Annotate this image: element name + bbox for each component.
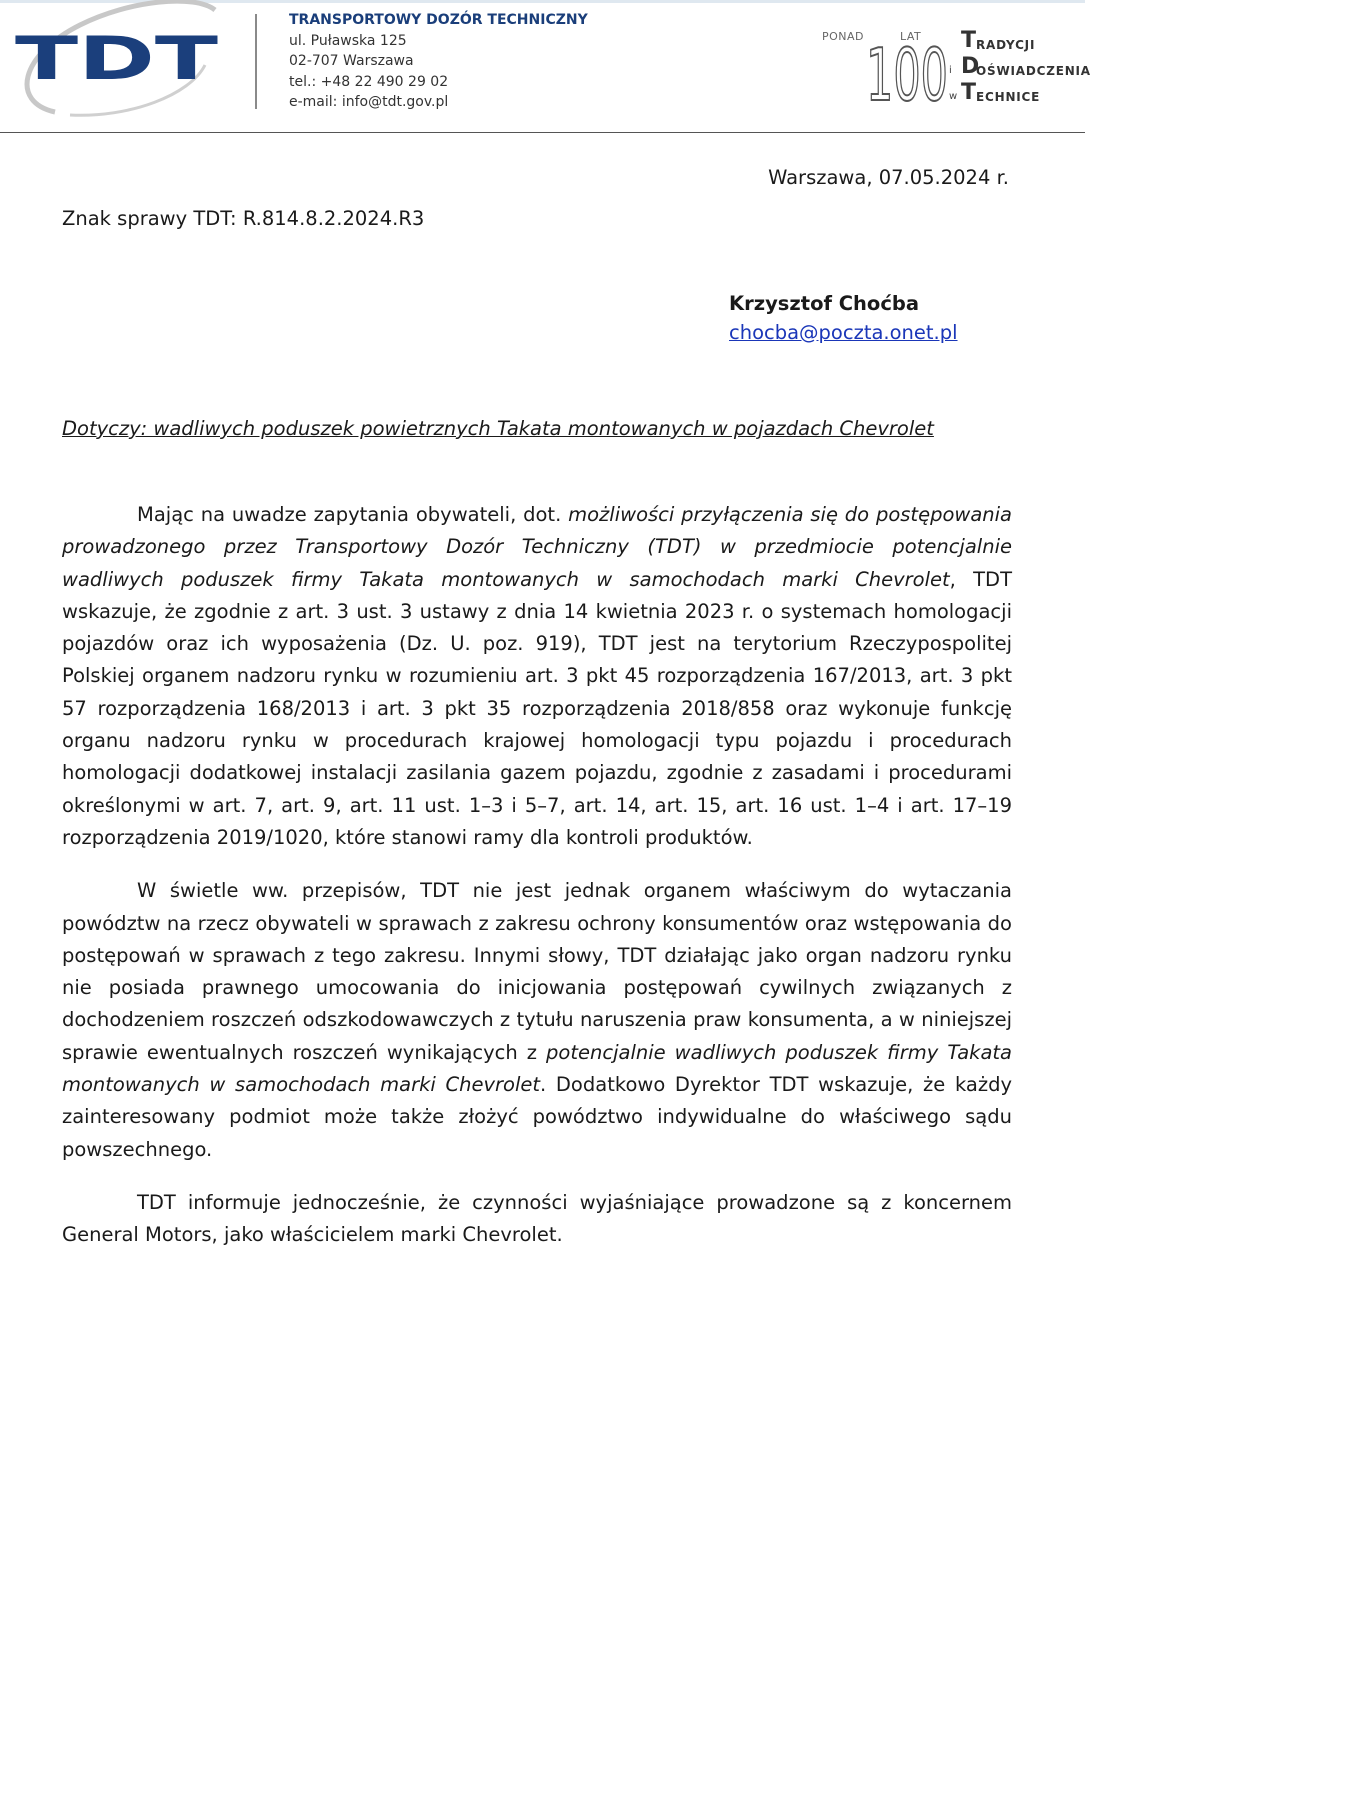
logo-text: TDT <box>15 24 219 94</box>
letter-date: Warszawa, 07.05.2024 r. <box>768 166 1009 189</box>
recipient-email-link[interactable]: chocba@poczta.onet.pl <box>729 321 958 344</box>
org-phone: tel.: +48 22 490 29 02 <box>289 73 449 90</box>
org-city: 02-707 Warszawa <box>289 53 414 69</box>
paragraph-1: Mając na uwadze zapytania obywateli, dot. możliwości przyłączenia się do postępowania prowadzonego przez Transportowy Dozór Techniczny (TDT) w przedmiocie potencjalnie wadliwych poduszek firmy Takata montowanych w samochodach marki Chevrolet, TDT wskazuje, że zgodnie z art. 3 ust. 3 ustawy z dnia 14 kwietnia 2023 r. o systemach homologacji pojazdów oraz ich wyposażenia (Dz. U. poz. 919), TDT jest na terytorium Rzeczypospolitej Polskiej organem nadzoru rynku w rozumieniu art. 3 pkt 45 rozporządzenia 167/2013, art. 3 pkt 57 rozporządzenia 168/2013 i art. 3 pkt 35 rozporządzenia 2018/858 oraz wykonuje funkcję organu nadzoru rynku w procedurach krajowej homologacji typu pojazdu i procedurach homologacji dodatkowej instalacji zasilania gazem pojazdu, zgodnie z zasadami i procedurami określonymi w art. 7, art. 9, art. 11 ust. 1–3 i 5–7, art. 14, art. 15, art. 16 ust. 1–4 i art. 17–19 rozporządzenia 2019/1020, które stanowi ramy dla kontroli produktów. <box>62 503 1013 849</box>
anniversary-lat: LAT <box>900 30 922 43</box>
recipient-block <box>729 289 958 347</box>
recipient-name: Krzysztof Choćba <box>729 292 920 315</box>
case-number: Znak sprawy TDT: R.814.8.2.2024.R3 <box>62 207 425 230</box>
letter-body <box>62 499 1012 1273</box>
org-address-block <box>289 10 588 113</box>
letter-subject: Dotyczy: wadliwych poduszek powietrznych Takata montowanych w pojazdach Chevrolet <box>62 417 934 440</box>
svg-text:100: 100 <box>866 33 948 106</box>
anniversary-ponad: PONAD <box>822 30 865 43</box>
header-rule <box>0 132 1085 133</box>
paragraph-3: TDT informuje jednocześnie, że czynności wyjaśniające prowadzone są z koncernem General Motors, jako właścicielem marki Chevrolet. <box>62 1190 1012 1247</box>
anniversary-100 <box>866 24 976 106</box>
org-name: TRANSPORTOWY DOZÓR TECHNICZNY <box>289 12 588 28</box>
anniversary-badge: PONAD LAT 100 T RADYCJI i D OŚWIADCZENIA w T ECHNICE <box>822 24 1072 114</box>
org-street: ul. Puławska 125 <box>289 32 407 49</box>
tdt-logo <box>10 0 225 125</box>
paragraph-2: W świetle ww. przepisów, TDT nie jest jednak organem właściwym do wytaczania powództw na rzecz obywateli w sprawach z zakresu ochrony konsumentów oraz wstępowania do postępowań w sprawach z tego zakresu. Innymi słowy, TDT działając jako organ nadzoru rynku nie posiada prawnego umocowania do inicjowania postępowań cywilnych związanych z dochodzeniem roszczeń odszkodowawczych z tytułu naruszenia praw konsumenta, a w niniejszej sprawie ewentualnych roszczeń wynikających z potencjalnie wadliwych poduszek firmy Takata montowanych w samochodach marki Chevrolet. Dodatkowo Dyrektor TDT wskazuje, że każdy zainteresowany podmiot może także złożyć powództwo indywidualne do właściwego sądu powszechnego. <box>62 879 1012 1161</box>
header-divider <box>255 14 257 109</box>
org-email: e-mail: info@tdt.gov.pl <box>289 94 449 110</box>
